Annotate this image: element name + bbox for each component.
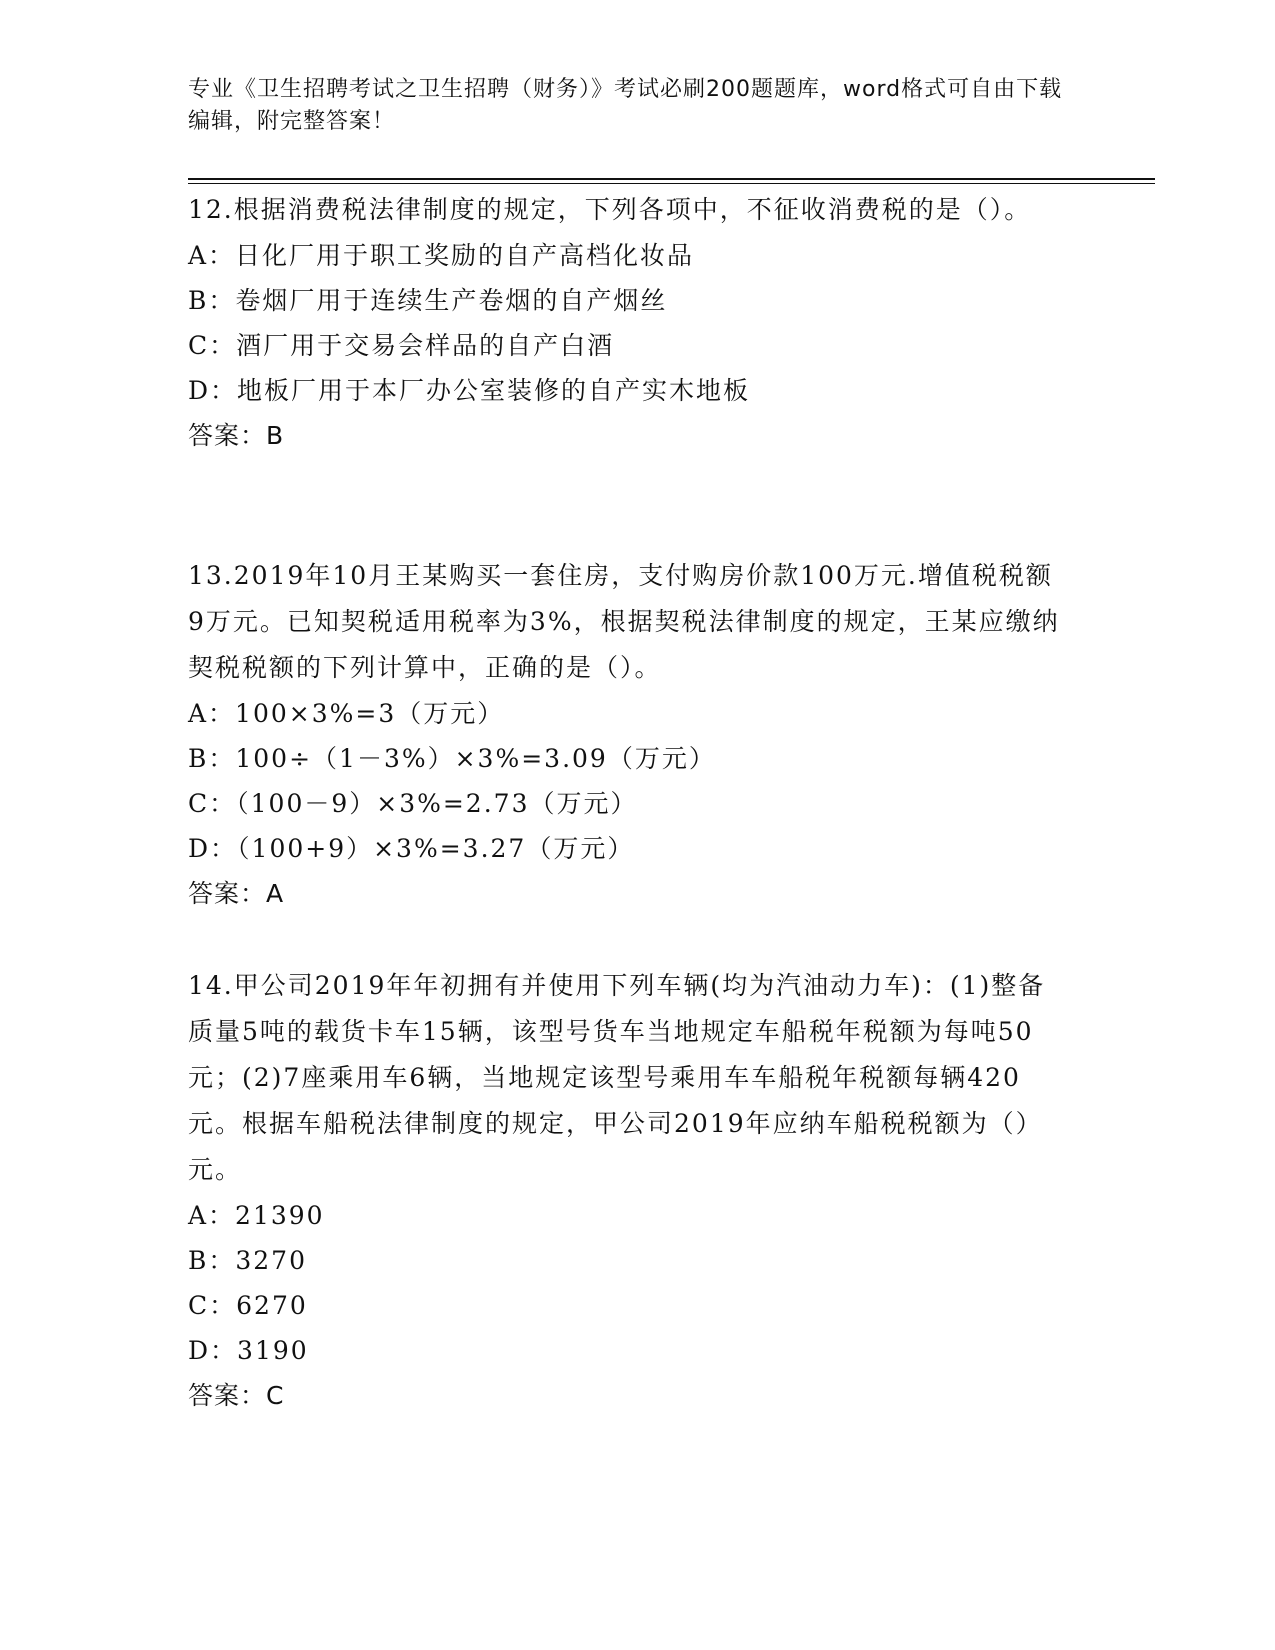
question-13 — [188, 553, 1068, 917]
option-b: B：100÷（1－3%）×3%=3.09（万元） — [188, 744, 716, 773]
question-stem: 12.根据消费税法律制度的规定，下列各项中，不征收消费税的是（）。 — [188, 195, 1032, 224]
question-12 — [188, 187, 1068, 459]
option-b: B：卷烟厂用于连续生产卷烟的自产烟丝 — [188, 286, 668, 315]
answer: 答案：A — [188, 879, 285, 908]
option-a: A：100×3%=3（万元） — [188, 699, 505, 728]
answer: 答案：B — [188, 421, 285, 450]
option-c: C：酒厂用于交易会样品的自产白酒 — [188, 331, 615, 360]
option-b: B：3270 — [188, 1246, 307, 1275]
question-stem: 14.甲公司2019年年初拥有并使用下列车辆(均为汽油动力车)：(1)整备质量5吨的载货卡车15辆，该型号货车当地规定车船税年税额为每吨50元；(2)7座乘用车6辆，当地规定该型号乘用车车船税年税额每辆420元。根据车船税法律制度的规定，甲公司2019年应纳车船税税额为（）元。 — [188, 971, 1046, 1184]
option-d: D：（100+9）×3%=3.27（万元） — [188, 834, 635, 863]
document-header: 专业《卫生招聘考试之卫生招聘（财务）》考试必刷200题题库，word格式可自由下载编辑，附完整答案！ — [188, 77, 1063, 134]
header-rule-thick — [188, 178, 1155, 180]
option-a: A：21390 — [188, 1201, 325, 1230]
header-rule-thin — [188, 183, 1155, 184]
option-c: C：（100－9）×3%=2.73（万元） — [188, 789, 638, 818]
option-d: D：3190 — [188, 1336, 309, 1365]
option-c: C：6270 — [188, 1291, 308, 1320]
question-stem: 13.2019年10月王某购买一套住房，支付购房价款100万元.增值税税额9万元。已知契税适用税率为3%，根据契税法律制度的规定，王某应缴纳契税税额的下列计算中，正确的是（）。 — [188, 561, 1060, 682]
option-d: D：地板厂用于本厂办公室装修的自产实木地板 — [188, 376, 751, 405]
question-14 — [188, 963, 1068, 1419]
option-a: A：日化厂用于职工奖励的自产高档化妆品 — [188, 241, 695, 270]
answer: 答案：C — [188, 1381, 285, 1410]
